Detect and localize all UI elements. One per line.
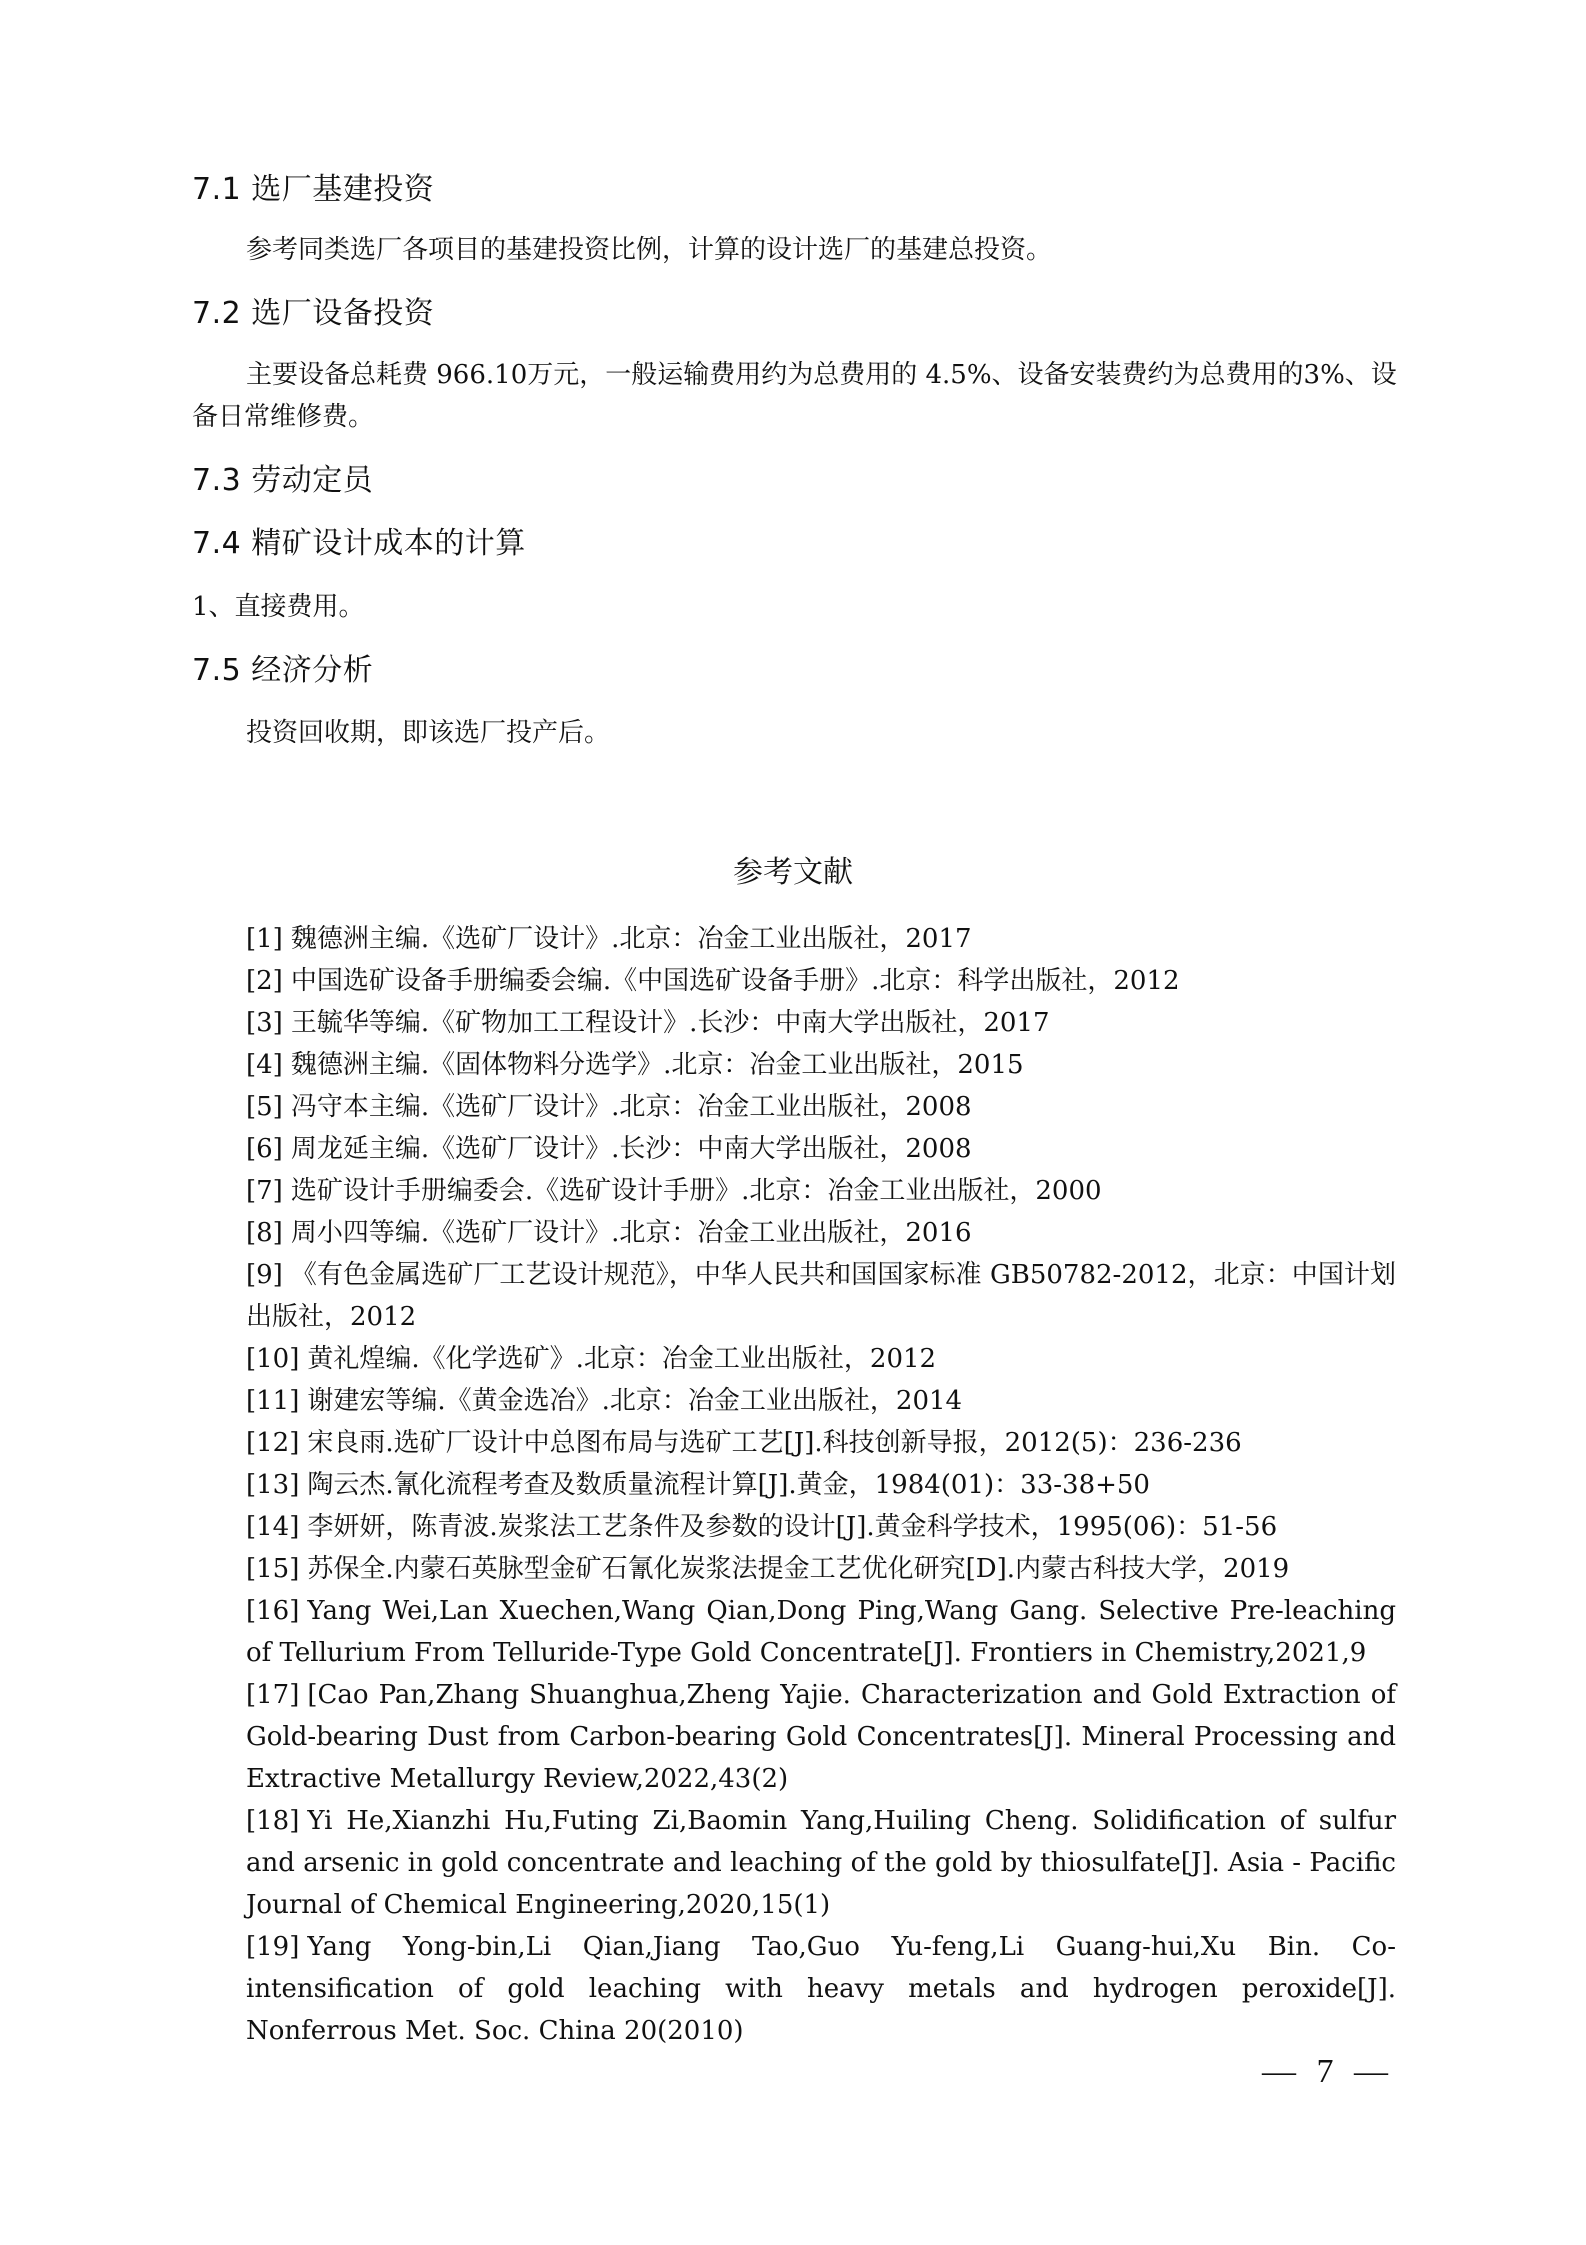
reference-text: Yang Yong-bin,Li Qian,Jiang Tao,Guo Yu-feng,Li Guang-hui,Xu Bin. Co-intensification of gold leaching with heavy metals and hydrogen peroxide[J]. Nonferrous Met. Soc. China 20(2010) (246, 1932, 1396, 2046)
reference-item (246, 1674, 1396, 1800)
reference-text: 《有色金属选矿厂工艺设计规范》，中华人民共和国国家标准 GB50782-2012，北京：中国计划出版社，2012 (246, 1260, 1396, 1332)
section-body-7-5: 投资回收期，即该选厂投产后。 (246, 718, 611, 748)
reference-text: 周龙延主编.《选矿厂设计》.长沙：中南大学出版社，2008 (290, 1134, 972, 1164)
reference-number: [19] (246, 1932, 300, 1962)
reference-number: [10] (246, 1344, 300, 1374)
reference-number: [16] (246, 1596, 300, 1626)
section-body-7-4: 1、直接费用。 (192, 592, 365, 622)
reference-number: [12] (246, 1428, 300, 1458)
section-body-7-1: 参考同类选厂各项目的基建投资比例，计算的设计选厂的基建总投资。 (246, 235, 1053, 265)
reference-item (246, 1464, 1396, 1506)
reference-item (246, 918, 1396, 960)
section-heading-7-2: 7.2 选厂设备投资 (192, 296, 435, 331)
reference-number: [5] (246, 1092, 283, 1122)
reference-item (246, 1212, 1396, 1254)
reference-text: 陶云杰.氰化流程考查及数质量流程计算[J].黄金，1984(01)：33-38+50 (307, 1470, 1150, 1500)
reference-text: Yi He,Xianzhi Hu,Futing Zi,Baomin Yang,Huiling Cheng. Solidification of sulfur and arsenic in gold concentrate and leaching of the gold by thiosulfate[J]. Asia - Pacific Journal of Chemical Engineering,2020,15(1) (246, 1806, 1396, 1920)
reference-text: 谢建宏等编.《黄金选冶》.北京：冶金工业出版社，2014 (307, 1386, 963, 1416)
reference-number: [6] (246, 1134, 283, 1164)
reference-list (246, 918, 1396, 2052)
reference-number: [1] (246, 924, 283, 954)
reference-number: [15] (246, 1554, 300, 1584)
reference-text: 周小四等编.《选矿厂设计》.北京：冶金工业出版社，2016 (290, 1218, 972, 1248)
reference-number: [17] (246, 1680, 300, 1710)
reference-text: 魏德洲主编.《固体物料分选学》.北京：冶金工业出版社，2015 (290, 1050, 1024, 1080)
reference-item (246, 1590, 1396, 1674)
reference-item (246, 1170, 1396, 1212)
reference-item (246, 1548, 1396, 1590)
reference-text: Yang Wei,Lan Xuechen,Wang Qian,Dong Ping,Wang Gang. Selective Pre-leaching of Tellurium From Telluride-Type Gold Concentrate[J]. Frontiers in Chemistry,2021,9 (246, 1596, 1396, 1668)
reference-text: 宋良雨.选矿厂设计中总图布局与选矿工艺[J].科技创新导报，2012(5)：236-236 (307, 1428, 1242, 1458)
reference-text: 中国选矿设备手册编委会编.《中国选矿设备手册》.北京：科学出版社，2012 (290, 966, 1180, 996)
reference-number: [4] (246, 1050, 283, 1080)
reference-item (246, 1422, 1396, 1464)
reference-text: 冯守本主编.《选矿厂设计》.北京：冶金工业出版社，2008 (290, 1092, 972, 1122)
reference-item (246, 1338, 1396, 1380)
reference-item (246, 960, 1396, 1002)
reference-number: [3] (246, 1008, 283, 1038)
page-number: — 7 — (1262, 2053, 1394, 2090)
reference-item (246, 1002, 1396, 1044)
reference-item (246, 1506, 1396, 1548)
reference-text: 选矿设计手册编委会.《选矿设计手册》.北京：冶金工业出版社，2000 (290, 1176, 1102, 1206)
reference-number: [14] (246, 1512, 300, 1542)
section-heading-7-3: 7.3 劳动定员 (192, 463, 374, 498)
reference-number: [2] (246, 966, 283, 996)
reference-text: 苏保全.内蒙石英脉型金矿石氰化炭浆法提金工艺优化研究[D].内蒙古科技大学，2019 (307, 1554, 1290, 1584)
reference-item (246, 1254, 1396, 1338)
reference-text: 黄礼煌编.《化学选矿》.北京：冶金工业出版社，2012 (307, 1344, 937, 1374)
reference-number: [13] (246, 1470, 300, 1500)
reference-item (246, 1926, 1396, 2052)
section-heading-7-5: 7.5 经济分析 (192, 653, 374, 688)
reference-number: [9] (246, 1260, 283, 1290)
reference-text: [Cao Pan,Zhang Shuanghua,Zheng Yajie. Characterization and Gold Extraction of Gold-bearing Dust from Carbon-bearing Gold Concentrates[J]. Mineral Processing and Extractive Metallurgy Review,2022,43(2) (246, 1680, 1396, 1794)
section-heading-7-4: 7.4 精矿设计成本的计算 (192, 526, 526, 561)
reference-item (246, 1380, 1396, 1422)
reference-item (246, 1800, 1396, 1926)
reference-item (246, 1128, 1396, 1170)
reference-number: [8] (246, 1218, 283, 1248)
references-title: 参考文献 (733, 855, 853, 890)
reference-text: 魏德洲主编.《选矿厂设计》.北京：冶金工业出版社，2017 (290, 924, 972, 954)
reference-number: [7] (246, 1176, 283, 1206)
section-heading-7-1: 7.1 选厂基建投资 (192, 172, 435, 207)
reference-item (246, 1044, 1396, 1086)
reference-number: [18] (246, 1806, 300, 1836)
reference-text: 王毓华等编.《矿物加工工程设计》.长沙：中南大学出版社，2017 (290, 1008, 1050, 1038)
section-body-7-2: 主要设备总耗费 966.10万元，一般运输费用约为总费用的 4.5%、设备安装费约为总费用的3%、设备日常维修费。 (192, 360, 1397, 432)
reference-item (246, 1086, 1396, 1128)
reference-text: 李妍妍，陈青波.炭浆法工艺条件及参数的设计[J].黄金科学技术，1995(06)：51-56 (307, 1512, 1278, 1542)
reference-number: [11] (246, 1386, 300, 1416)
